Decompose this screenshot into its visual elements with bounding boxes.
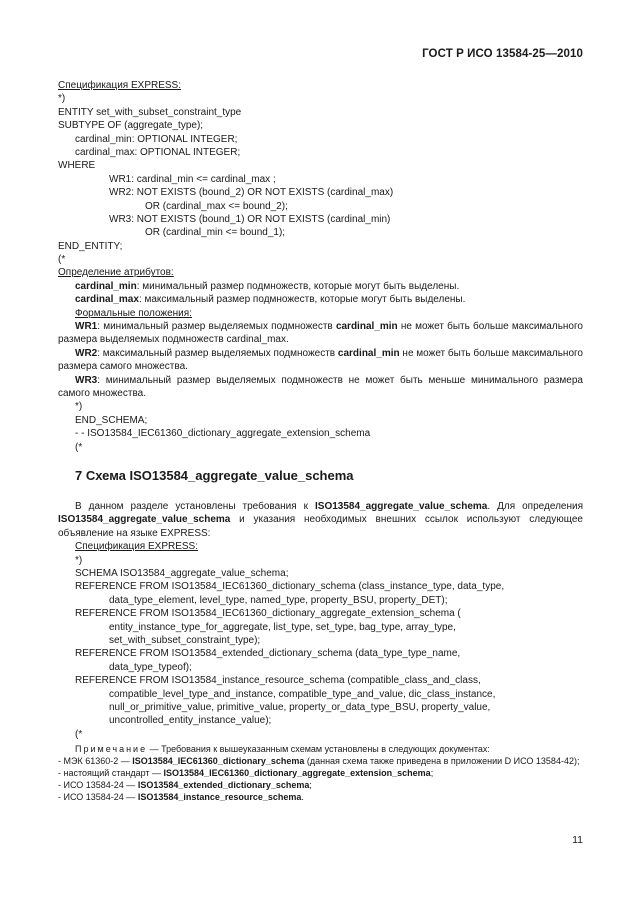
note-item-prefix: - ИСО 13584-24 — (58, 780, 138, 791)
note-item-bold: ISO13584_IEC61360_dictionary_schema (132, 756, 305, 767)
code-line: REFERENCE FROM ISO13584_IEC61360_dictionary_aggregate_extension_schema ( (75, 608, 461, 620)
note-item-prefix: - МЭК 61360-2 — (58, 756, 133, 767)
note-item-prefix: - ИСО 13584-24 — (58, 792, 138, 803)
rule-wr2-cont: OR (cardinal_max <= bound_2); (145, 200, 288, 212)
code-line: compatible_level_type_and_instance, compatible_type_and_value, dic_class_instance, (109, 688, 496, 700)
formal-label: Формальные положения: (75, 307, 192, 319)
code-line: REFERENCE FROM ISO13584_extended_dictionary_schema (data_type_type_name, (75, 648, 461, 660)
attr-cardinal-min: cardinal_min: OPTIONAL INTEGER; (75, 133, 238, 145)
section-intro (58, 500, 583, 540)
intro-schema-1: ISO13584_aggregate_value_schema (315, 501, 488, 512)
attr-def-max-name: cardinal_max (75, 294, 139, 306)
spec-label-2: Спецификация EXPRESS: (75, 541, 199, 553)
express-spec-entity (58, 79, 583, 454)
code-line: data_type_element, level_type, named_type, property_BSU, property_DET); (109, 594, 448, 606)
note-text: — Требования к вышеуказанным схемам установлены в следующих документах: (147, 744, 490, 755)
code-line: uncontrolled_entity_instance_value); (109, 715, 272, 727)
comment-open-2: *) (75, 401, 83, 413)
note-items (58, 755, 583, 803)
entity-declaration: ENTITY set_with_subset_constraint_type (58, 106, 242, 118)
formal-wr2-text-end: не может быть больше максимального размера самого множества. (58, 347, 583, 373)
note-item-prefix: - настоящий стандарт — (58, 768, 164, 779)
attr-definition-label: Определение атрибутов: (58, 267, 174, 279)
code-line: entity_instance_type_for_aggregate, list_type, set_type, bag_type, array_type, (109, 621, 456, 633)
formal-wr1-attr: cardinal_min (335, 321, 398, 333)
comment-close: (* (58, 254, 66, 266)
document-header: ГОСТ Р ИСО 13584-25—2010 (422, 48, 583, 60)
attr-def-min-name: cardinal_min (75, 280, 137, 292)
formal-wr1 (58, 320, 583, 347)
attr-cardinal-max: cardinal_max: OPTIONAL INTEGER; (75, 146, 241, 158)
where-keyword: WHERE (58, 160, 96, 172)
note-item-suffix: (данная схема также приведена в приложении D ИСО 13584-42); (304, 756, 580, 767)
note-label: Примечание (75, 744, 148, 755)
subtype-declaration: SUBTYPE OF (aggregate_type); (58, 120, 204, 132)
note-heading (58, 743, 583, 755)
rule-wr1: WR1: cardinal_min <= cardinal_max ; (109, 173, 276, 185)
formal-wr1-text: : минимальный размер выделяемых подмножеств (97, 321, 336, 333)
end-schema: END_SCHEMA; (75, 414, 148, 426)
comment-close-2: (* (75, 441, 83, 453)
intro-text-1: В данном разделе установлены требования к (75, 501, 316, 512)
note-item-bold: ISO13584_extended_dictionary_schema (137, 780, 310, 791)
note-item (58, 767, 583, 779)
formal-wr3-name: WR3 (75, 374, 98, 386)
attr-def-max (58, 293, 583, 306)
spec-label: Спецификация EXPRESS: (58, 80, 182, 91)
end-entity: END_ENTITY; (58, 240, 123, 252)
code-line: set_with_subset_constraint_type); (109, 634, 261, 646)
comment-close-3: (* (75, 728, 83, 740)
rule-wr3-cont: OR (cardinal_min <= bound_1); (145, 227, 286, 239)
note-block (58, 743, 583, 803)
note-item (58, 755, 583, 767)
formal-wr1-name: WR1 (75, 321, 98, 333)
formal-wr2-text: : максимальный размер выделяемых подмножеств (97, 347, 338, 359)
note-item-suffix: ; (430, 768, 434, 779)
intro-text-2: . Для определения (487, 501, 583, 512)
note-item-bold: ISO13584_IEC61360_dictionary_aggregate_extension_schema (163, 768, 431, 779)
note-item-suffix: ; (309, 780, 312, 791)
note-item (58, 779, 583, 791)
code-line: null_or_primitive_value, primitive_value, property_or_data_type_BSU, property_value, (109, 701, 491, 713)
note-item-bold: ISO13584_instance_resource_schema (137, 792, 302, 803)
attr-def-max-text: : максимальный размер подмножеств, которые могут быть выделены. (138, 294, 466, 306)
attr-def-min (58, 280, 583, 293)
section-7-body (58, 500, 583, 803)
formal-wr1-text-end: не может быть больше максимального размера выделяемых подмножеств cardinal_max. (58, 321, 583, 346)
formal-wr3-text: : минимальный размер выделяемых подмножеств не может быть меньше минимального размера самого множества. (58, 374, 583, 400)
rule-wr2: WR2: NOT EXISTS (bound_2) OR NOT EXISTS (cardinal_max) (109, 187, 394, 199)
attr-def-min-text: : минимальный размер подмножеств, которые могут быть выделены. (136, 280, 460, 292)
page-number: 11 (572, 834, 583, 846)
code-line: SCHEMA ISO13584_aggregate_value_schema; (75, 568, 289, 579)
section-heading: 7 Схема ISO13584_aggregate_value_schema (75, 468, 354, 483)
rule-wr3: WR3: NOT EXISTS (bound_1) OR NOT EXISTS (cardinal_min) (109, 213, 391, 225)
formal-wr2 (58, 347, 583, 374)
schema-code-block (58, 567, 583, 728)
formal-wr2-attr: cardinal_min (337, 347, 400, 359)
intro-schema-2: ISO13584_aggregate_value_schema (58, 514, 231, 526)
note-item (58, 791, 583, 803)
note-item-suffix: . (301, 792, 304, 803)
code-line: data_type_typeof); (109, 661, 192, 673)
code-line: REFERENCE FROM ISO13584_IEC61360_dictionary_schema (class_instance_type, data_type, (75, 581, 505, 593)
intro-text-3: и указания необходимых внешних ссылок используют следующее объявление на языке EXPRESS: (58, 514, 583, 539)
comment-open: *) (58, 93, 66, 105)
comment-open-3: *) (75, 554, 83, 566)
formal-wr2-name: WR2 (75, 347, 98, 359)
formal-wr3 (58, 374, 583, 401)
code-line: REFERENCE FROM ISO13584_instance_resource_schema (compatible_class_and_class, (75, 675, 481, 687)
schema-end-comment: - - ISO13584_IEC61360_dictionary_aggregate_extension_schema (75, 428, 371, 440)
